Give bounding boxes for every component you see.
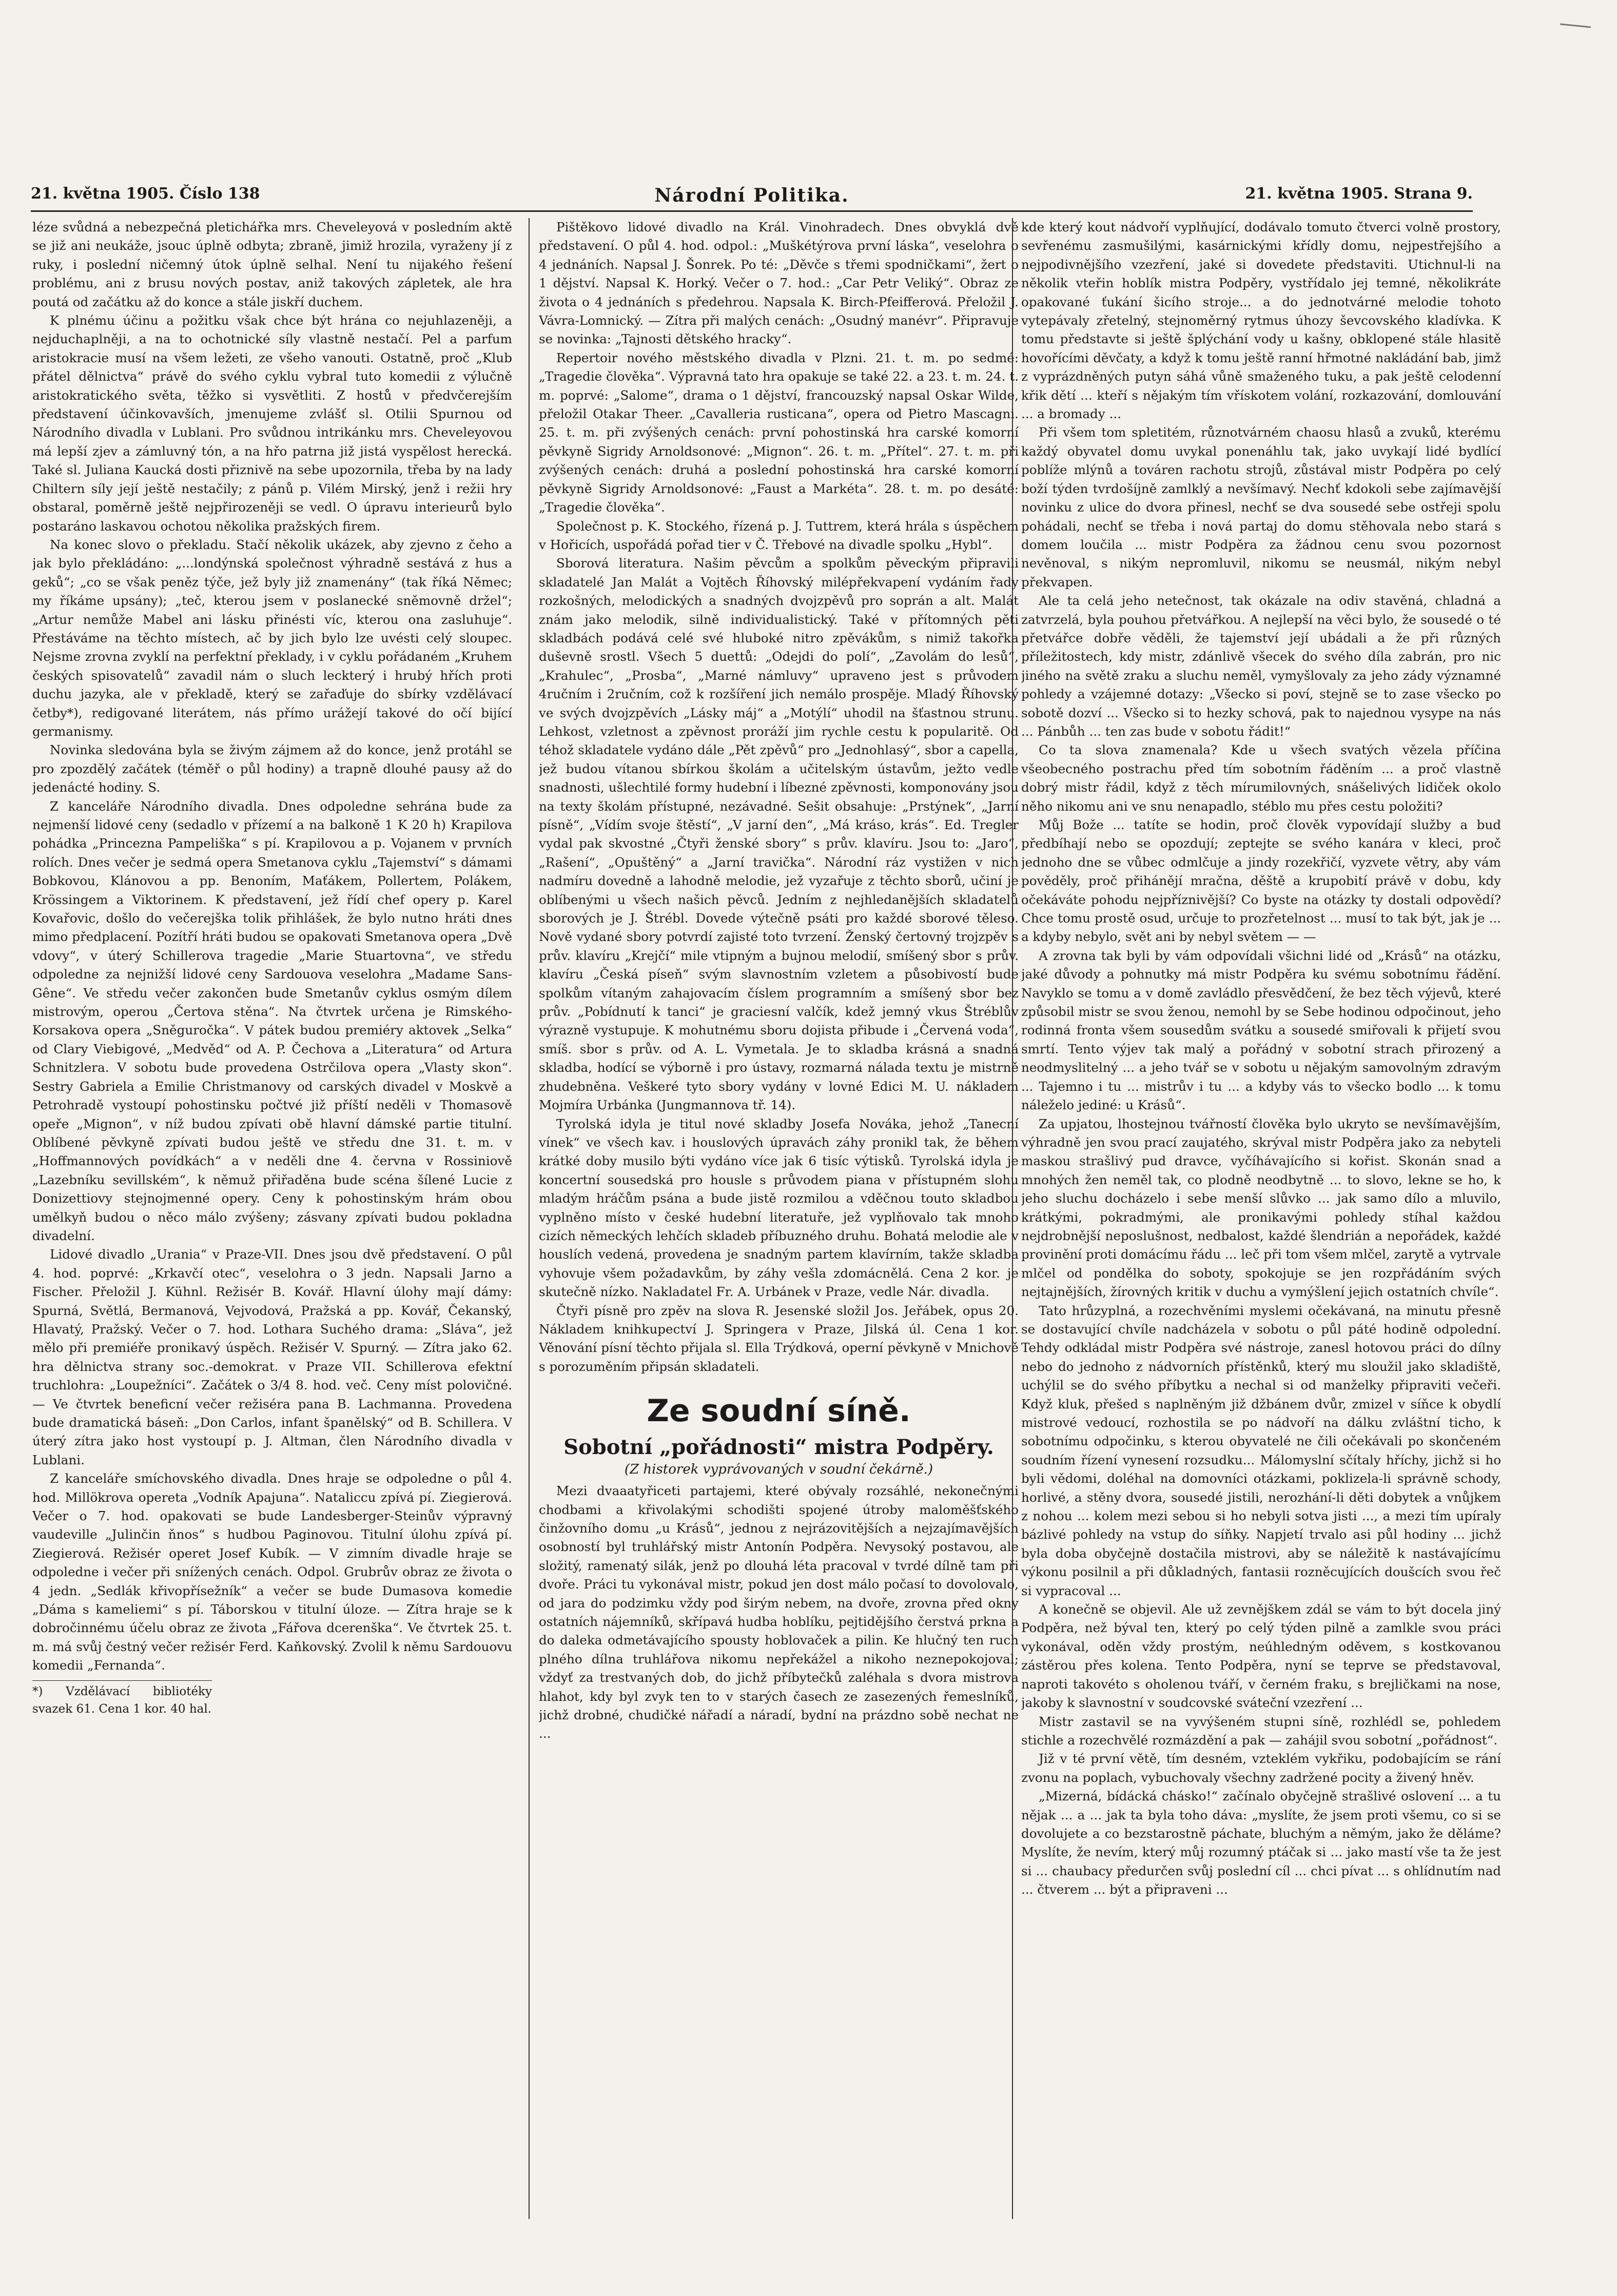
paragraph: Mistr zastavil se na vyvýšeném stupni síně, rozhlédl se, pohledem stichle a rozechvělé rozmázdění a pak — zahájil svou sobotní „pořádnost“. [1021,1714,1501,1748]
paragraph: Tato hrůzyplná, a rozechvěními myslemi očekávaná, na minutu přesně se dostavující chvíle nadcházela v sobotu o půl páté hodině odpolední. Tehdy odkládal mistr Podpěra své nástroje, zanesl hotovou práci do dílny nebo do jednoho z nádvorních přístěnků, který mu sloužil jako skladiště, uchýlil se do svého příbytku a nechal si od manželky připraviti večeři. Když kluk, přešed s naplněným již džbánem dvůr, zmizel v síňce k obydlí mistrové vedoucí, rozhostila se po nádvoří na dálku zvláštní ticho, k sobotnímu odpočinku, s kterou obyvatelé ne čili očekávali po skončeném soudním řízení vynesení rozsudku... Málomyslní sčítaly hříchy, jichž si ho byli vědomi, doléhal na domovníci otázkami, poklizela-li správně schody, horlivé, a stěny dvora, sousedé jistili, nerozhání-li děti dobytek a vnůjkem z nohou ... kolem mezi sebou si ho nebyli sotva jisti ..., a mezi tím upíraly bázlivé pohledy na vstup do síňky. Napjetí trvalo asi půl hodiny ... jichž byla doba obyčejně dostačila mistrovi, aby se náležitě k nastávajícímu výkonu posilnil a při důkladných, fantasii rozněcujících doušcích svou řeč si vypracoval ... [1021,1303,1501,1598]
footnote: *) Vzdělávací bibliotéky svazek 61. Cena 1 kor. 40 hal. [32,1680,212,1718]
section-heading: Ze soudní síně. [647,1393,911,1429]
paragraph: Tyrolská idyla je titul nové skladby Josefa Nováka, jehož „Tanecní vínek“ ve všech kav. i houslových úpravách záhy pronikl tak, že během krátké doby musilo býti vydáno více jak 6 tisíc výtisků. Tyrolská idyla je koncertní sousedská pro housle s průvodem piana v přístupném slohu mladým hráčům psána a bude jistě rozmilou a vděčnou touto skladbou vyplněno místo v české hudební literatuře, jež vyplňovalo tak mnoho cizích německých lehčích skladeb příbuzného druhu. Bohatá melodie ale v houslích vedená, provedena je snadným partem klavírním, takže skladba vyhovuje všem požadavkům, by záhy vešla zdomácnělá. Cena 2 kor. je skutečně nízko. Nakladatel Fr. A. Urbánek v Praze, vedle Nár. divadla. [539,1116,1019,1300]
paragraph: Z kanceláře Národního divadla. Dnes odpoledne sehrána bude za nejmenší lidové ceny (sedadlo v přízemí a na balkoně 1 K 20 h) Krapilova pohádka „Princezna Pampeliška“ s pí. Krapilovou a p. Vojanem v prvních rolích. Dnes večer je sedmá opera Smetanova cyklu „Tajemství“ s dámami Bobkovou, Klánovou a pp. Benoním, Maťákem, Pollertem, Polákem, Krössingem a Viktorinem. K představení, jež řídí chef opery p. Karel Kovařovic, došlo do večerejška tolik přihlášek, že bylo nutno hráti dnes mimo předplacení. Pozítří hráti budou se opakovati Smetanova opera „Dvě vdovy“, v úterý Schillerova tragedie „Marie Stuartovna“, ve středu odpoledne za nejnižší lidové ceny Sardouova veselohra „Madame Sans-Gêne“. Ve středu večer zakončen bude Smetanův cyklus osmým dílem mistrovým, operou „Čertova stěna“. Na čtvrtek určena je Rimského-Korsakova opera „Sněguročka“. V pátek budou premiéry aktovek „Selka“ od Clary Viebigové, „Medvěd“ od A. P. Čechova a „Literatura“ od Artura Schnitzlera. V sobotu bude provedena Ostrčilova opera „Vlasty skon“. Sestry Gabriela a Emilie Christmanovy od carských divadel v Moskvě a Petrohradě vystoupí pohostinsku počtvé již příští neděli v Thomasově opeře „Mignon“, v níž budou zpívati obě hlavní dámské partie titulní. Oblíbené pěvkyně zpívati budou ještě ve středu dne 31. t. m. v „Hoffmannových povídkách“ a v neděli dne 4. června v Rossiniově „Lazebníku sevillském“, k němuž přiřaděna bude scéna šílené Lucie z Donizettiovy stejnojmenné opery. Ceny k pohostinským hrám obou umělkyň budou o něco málo zvýšeny; zásvany zpívati budou pokladna divadelní. [32,798,512,1243]
column-3 [1021,218,1501,2229]
header-rule [31,210,1473,212]
masthead-title: Národní Politika. [654,185,849,206]
paragraph: Repertoir nového městského divadla v Plzni. 21. t. m. po sedmé: „Tragedie člověka“. Výpravná tato hra opakuje se také 22. a 23. t. m. 24. t. m. poprvé: „Salome“, drama o 1 dějství, francouzský napsal Oskar Wilde, přeložil Otakar Theer. „Cavalleria rusticana“, opera od Pietro Mascagni. 25. t. m. při zvýšených cenách: první pohostinská hra carské komorní pěvkyně Sigridy Arnoldsonové: „Mignon“. 26. t. m. „Přítel“. 27. t. m. při zvýšených cenách: druhá a poslední pohostinská hra carské komorní pěvkyně Sigridy Arnoldsonové: „Faust a Markéta“. 28. t. m. po desáté: „Tragedie člověka“. [539,350,1019,515]
article-title: Sobotní „pořádnosti“ mistra Podpěry. [563,1435,994,1460]
page-header [31,185,1473,207]
header-date-page: 21. května 1905. Strana 9. [1245,185,1473,203]
paragraph: A zrovna tak byli by vám odpovídali všichni lidé od „Krásů“ na otázku, jaké důvody a pohnutky má mistr Podpěra ku svému sobotnímu řádění. Navyklo se tomu a v domě zavládlo přesvědčení, že bez těch výjevů, které způsobil mistr se svou ženou, nemohl by se Sebe hodinou odpočinout, jeho rodinná fronta všem sousedům svátku a sousedé smiřovali k přijetí svou smrtí. Tento výjev tak malý a pořádný v sobotní strach přirozený a neodmyslitelný ... a jeho tvář se v sobotu u nějakým samovolným zdravým ... Tajemno i tu ... mistrův i tu ... a kdyby vás to všecko bodlo ... k tomu náleželo jediné: u Krásů“. [1021,948,1501,1113]
paragraph: Z kanceláře smíchovského divadla. Dnes hraje se odpoledne o půl 4. hod. Millökrova opereta „Vodník Apajuna“. Nataliccu zpívá pí. Ziegierová. Večer o 7. hod. opakovati se bude Landesberger-Steinův výpravný vaudeville „Julinčin ňnos“ s hudbou Paginovou. Titulní úlohu zpívá pí. Ziegierová. Režisér operet Josef Kubík. — V zimním divadle hraje se odpoledne i večer při snížených cenách. Odpol. Grubrův obraz ze života o 4 jedn. „Sedlák křivopřísežník“ a večer se bude Dumasova komedie „Dáma s kameliemi“ s pí. Táborskou v titulní úloze. — Zítra hraje se k dobročinnému účelu obraz ze života „Fářova dcerenška“. Ve čtvrtek 25. t. m. má svůj čestný večer režisér Ferd. Kaňkovský. Zvolil k němu Sardouovu komedii „Fernanda“. [32,1471,512,1673]
paragraph: A konečně se objevil. Ale už zevnějškem zdál se vám to být docela jiný Podpěra, než býval ten, který po celý týden pilně a zamlkle svou práci vykonával, oděn vždy prostým, neúhledným oděvem, s kostkovanou zástěrou přes kolena. Tento Podpěra, nyní se teprve se představoval, naproti takovéto s oholenou tváří, v černém fraku, s brejličkami na nose, jakoby k slavnostní v soudcovské sváteční vzezření ... [1021,1602,1501,1711]
paragraph: Na konec slovo o překladu. Stačí několik ukázek, aby zjevno z čeho a jak bylo překládáno: „...londýnská společnost výhradně sestává z hus a geků“; „co se však peněz týče, jež byly již znamenány“ (tak říká Němec; my říkáme upsány); „teč, kterou jsem v poslanecké sněmovně držel“; „Artur nemůže Mabel ani lásku přinésti víc, kterou ona zasluhuje“. Přestáváme na těchto místech, ač by jich bylo lze uvésti celý sloupec. Nejsme zrovna zvyklí na perfektní překlady, i v cyklu pořádaném „Kruhem českých spisovatelů“ zavadil nám o sluch leckterý i hrubý hřích proti duchu jazyka, ale v překladě, který se zařaďuje do sbírky vzdělávací četby*), redigované literátem, nás přímo urážejí takové do očí bijící germanismy. [32,537,512,739]
paragraph: Mezi dvaaatyřiceti partajemi, které obývaly rozsáhlé, nekonečnými chodbami a křivolakými schodišti spojené útroby maloměšťského činžovního domu „u Krásů“, jednou z nejrázovitějších a nejzajímavějších osobností byl truhlářský mistr Antonín Podpěra. Nevysoký postavou, ale složitý, ramenatý silák, jenž po dlouhá léta pracoval v tvrdé dílně tam při dvoře. Práci tu vykonával mistr, pokud jen dost málo počasí to dovolovalo, od jara do podzimku vždy pod širým nebem, na dvoře, zrovna před okny ostatních nájemníků, skřípavá hudba hoblíku, pejtidějšího čerstvá prkna a do daleka odmetávajícího spousty hoblovaček a pilin. Ke hlučný ten ruch plného dílna truhlářova nikomu nepřekážel a nikoho neznepokojoval; vždyť za trestvaných dob, do jichž příbytečků zaléhala s dvora mistrova hlahot, kdy byl zvyk ten to v starých časech ze zasezených řemeslníků, jichž drobné, chudičké nářadí a náradí, bydní na prázdno sobě nechat ne ... [539,1483,1019,1741]
paragraph: kde který kout nádvoří vyplňující, dodávalo tomuto čtverci volně prostory, sevřenému zasmušilými, kasárnickými křídly domu, nejpestřejšího a nejpodivnějšího vzezření, jaké si dovedete představiti. Utichnul-li na několik vteřin hoblík mistra Podpěry, vystřídalo jej temné, několikráte opakované ťukání šicího stroje... a do jednotvárné melodie tohoto vytepávaly zřetelný, stejnoměrný rytmus úhozy ševcovského kladívka. K tomu představte si ještě šplýchání vody u kašny, obklopené stále hlasitě hovořícími děvčaty, a když k tomu ještě ranní hřmotné nakládání bab, jimž z vyprázdněných putyn sáhá vůně smaženého tuku, a pak ještě celodenní křik dětí ... kteří s nějakým tím vřískotem volání, rozkazování, domlouvání ... a bromady ... [1021,220,1501,422]
paragraph: Lidové divadlo „Urania“ v Praze-VII. Dnes jsou dvě představení. O půl 4. hod. poprvé: „Krkavčí otec“, veselohra o 3 jedn. Napsali Jarno a Fischer. Přeložil J. Kühnl. Režisér B. Kovář. Hlavní úlohy mají dámy: Spurná, Světlá, Bermanová, Vejvodová, Pražská a pp. Kovář, Čekanský, Hlavatý, Pražský. Večer o 7. hod. Lothara Suchého drama: „Sláva“, jež mělo při premiéře pronikavý úspěch. Režisér V. Spurný. — Zítra jako 62. hra dělnictva strany soc.-demokrat. v Praze VII. Schillerova efektní truchlohra: „Loupežníci“. Začátek o 3/4 8. hod. več. Ceny míst polovičné. — Ve čtvrtek beneficní večer režiséra pana B. Lachmanna. Provedena bude dramatická báseň: „Don Carlos, infant španělský“ od B. Schillera. V úterý zítra jako host vystoupí p. J. Altman, člen Národního divadla v Lublani. [32,1247,512,1467]
paragraph: Již v té první větě, tím desném, vzteklém vykřiku, podobajícím se rání zvonu na poplach, vybuchovaly všechny zadržené pocity a živený hněv. [1021,1751,1501,1785]
column-2 [539,218,1019,2229]
paragraph: Ale ta celá jeho netečnost, tak okázale na odiv stavěná, chladná a zatvrzelá, byla pouhou přetvářkou. A nejlepší na věci bylo, že sousedé o té přetvářce dobře věděli, že tajemství její ubádali a že při různých příležitostech, kdy mistr, zdánlivě všecek do svého díla zabrán, pro nic jiného na světě zraku a sluchu neměl, vymyšlovaly za jeho zády významné pohledy a vzájemné dotazy: „Všecko si poví, stejně se to zase všecko po sobotě dozví ... Všecko si to hezky schová, pak to najednou vysype na nás ... Pánbůh ... ten zas bude v sobotu řádit!“ [1021,593,1501,739]
paragraph: K plnému účinu a požitku však chce být hrána co nejuhlazeněji, a nejduchaplněji, a na to ochotnické síly vlastně nestačí. Pel a parfum aristokracie musí na všem ležeti, ze všeho vanouti. Ostatně, proč „Klub přátel dělnictva“ právě do svého cyklu vybral tuto komedii z výlučně aristokratického světa, těžko si vysvětliti. Z hostů v předvčerejším představení účinkovavších, jmenujeme zvlášť sl. Otilii Spurnou od Národního divadla v Lublani. Pro svůdnou intrikánku mrs. Cheveleyovou má lepší zjev a zámluvný tón, a na hřo patrna již jistá vyspělost herecká. Také sl. Juliana Kaucká dosti přiznivě na sebe upozornila, třeba by na lady Chiltern síly její ještě nestačily; z pánů p. Vilém Mirský, jenž i režii hry obstaral, poměrně ještě nejpřirozeněji se vedl. O úpravu interieurů bylo postaráno laskavou ochotou několika pražských firem. [32,313,512,534]
paragraph: Za upjatou, lhostejnou tvářností člověka bylo ukryto se nevšímavějším, výhradně jen svou prací zaujatého, skrýval mistr Podpěra jako za nebyteli maskou strašlivý pud dravce, vyčíhávajícího si kořist. Skonán snad a mnohých žen neměl tak, co plodně neodbytně ... to slovo, lekne se ho, k jeho sluchu docházelo i sebe menší slůvko ... jak samo dílo a mluvilo, krátkými, pokradmými, ale pronikavými pohledy stíhal každou nejdrobnější neposlušnost, nedbalost, každé šlendrián a nepořádek, každé provinění proti domácímu řádu ... leč při tom všem mlčel, zarytě a vytrvale mlčel od pondělka do soboty, spokojuje se jen rozpřádáním svých nejtajnějších, žírovných kritik v duchu a vymýšlení jejich ostatních chvíle“. [1021,1116,1501,1300]
paragraph: Novinka sledována byla se živým zájmem až do konce, jenž protáhl se pro zpozdělý začátek (téměř o půl hodiny) a trapně dlouhé pausy až do jedenácté hodiny. S. [32,742,512,795]
paragraph: „Mizerná, bídácká chásko!“ začínalo obyčejně strašlivé oslovení ... a tu nějak ... a ... jak ta byla toho dáva: „myslíte, že jsem proti všemu, co si se dovolujete a co bezstarostně páchate, bluchým a němým, jako že děláme? Myslíte, že nevím, který můj rozumný ptáčak si ... jako mastí vše ta že jest si ... chaubacy předurčen svůj poslední cíl ... chci pívat ... s ohlídnutím nad ... čtverem ... být a připraveni ... [1021,1789,1501,1897]
paragraph: Můj Bože ... tatíte se hodin, proč člověk vypovídají služby a buď předbíhají nebo se opozdují; zeptejte se svého kanára v kleci, proč jednoho dne se vůbec odmlčuje a jindy rozekřičí, vyzvete větry, aby vám pověděly, proč přihánějí mračna, děště a krupobití právě v dobu, kdy očekáváte pohodu nejpříznivější? Co byste na otázky ty dostali odpovědí? Chce tomu prostě osud, určuje to prozřetelnost ... musí to tak být, jak je ... a kdyby nebylo, svět ani by nebyl světem — — [1021,817,1501,945]
column-1 [32,218,512,2229]
paragraph: Čtyři písně pro zpěv na slova R. Jesenské složil Jos. Jeřábek, opus 20. Nákladem knihkupectví J. Springera v Praze, Jilská úl. Cena 1 kor. Věnování písní těchto přijala sl. Ella Trýdková, operní pěvkyně v Mnichově s porozuměním připsán skladateli. [539,1303,1019,1374]
paragraph: léze svůdná a nebezpečná pletichářka mrs. Cheveleyová v posledním aktě se již ani neukáže, jsouc úplně odbyta; zbraně, jimiž hrozila, vyraženy jí z ruky, i poslední ničemný útok úplně selhal. Není tu nijakého řešení problému, ani z brusu nových postav, aniž takových zápletek, ale hra poutá od začátku až do konce a stále jiskří duchem. [32,220,512,309]
corner-mark [1560,21,1591,26]
paragraph: Společnost p. K. Stockého, řízená p. J. Tuttrem, která hrála s úspěchem v Hořicích, uspořádá pořad tier v Č. Třebové na divadle spolku „Hybl“. [539,518,1019,552]
article-kicker: (Z historek vyprávovaných v soudní čekárně.) [624,1462,933,1478]
paragraph: Při všem tom spletitém, různotvárném chaosu hlasů a zvuků, kterému každý obyvatel domu uvykal ponenáhlu tak, jako uvykají lidé bydlící poblíže mlýnů a továren rachotu strojů, zůstával mistr Podpěra po celý boží týden tvrdošíjně zamlklý a nevšímavý. Nechť kdokoli sebe zajímavější novinku z ulice do dvora přinesl, nechť se dva sousedé sebe ostřeji spolu pohádali, nechť se třeba i nová partaj do domu stěhovala nebo stará s domem loučila ... mistr Podpěra za žádnou cenu svou pozornost nevěnoval, s nikým nepromluvil, nikomu se neusmál, nikým nebyl překvapen. [1021,425,1501,590]
header-date-issue: 21. května 1905. Číslo 138 [31,185,260,203]
paragraph: Co ta slova znamenala? Kde u všech svatých vězela příčina všeobecného postrachu před tím sobotním řáděním ... a proč vlastně dobrý mistr řádil, když z těch mírumilovných, snášelivých lidiček okolo něho nikomu ani ve snu nenapadlo, stéblo mu přes cestu položiti? [1021,742,1501,814]
column-divider [529,218,530,2219]
paragraph: Sborová literatura. Našim pěvcům a spolkům pěveckým připravili skladatelé Jan Malát a Vojtěch Říhovský milépřekvapení vydáním řady rozkošných, melodických a snadných dvojzpěvů pro soprán a alt. Malát znám jako melodik, silně individualistický. Také v přítomných pěti skladbách podává celé své hluboké nitro zpěvákům, s nimiž takořka duševně srostl. Všech 5 duettů: „Odejdi do polí“, „Zavolám do lesů“, „Krahulec“, „Prosba“, „Marné námluvy“ upraveno jest s průvodem 4ručním i 2ručním, což k rozšíření jich nemálo prospěje. Mladý Říhovský ve svých dvojzpěvích „Lásky máj“ a „Motýlí“ uhodil na šťastnou strunu. Lehkost, vzletnost a zpěvnost proráží jim rychle cestu k popularitě. Od téhož skladatele vydáno dále „Pět zpěvů“ pro „Jednohlasý“, sbor a capella, jež budou vítanou sbírkou školám a učitelským ústavům, ježto vedle snadnosti, ušlechtilé formy hudební i líbezné zpěvnosti, komponovány jsou na texty školám přístupné, nezávadné. Sešit obsahuje: „Prstýnek“, „Jarní písně“, „Vídím svoje štěstí“, „V jarní den“, „Má kráso, krás“. Ed. Tregler vydal pak skvostné „Čtyři ženské sbory“ s prův. klavíru. Jsou to: „Jaro“, „Rašení“, „Opuštěný“ a „Jarní travička“. Národní ráz vystižen v nich nadmíru dovedně a lahodně melodie, jež vyzařuje z těchto sborů, učiní je oblíbenými u všech našich pěvců. Jedním z nejhledanějších skladatelů sborových je J. Štrébl. Dovede výtečně psáti pro každé sborové těleso. Nově vydané sbory potvrdí zajisté toto tvrzení. Ženský čertovný trojzpěv s prův. klavíru „Krejčí“ mile vtipným a bujnou melodií, smíšený sbor s prův. klavíru „Česká píseň“ svým slavnostním vzletem a působivostí bude spolkům vítaným zahajovacím číslem programním a smíšený sbor bez prův. „Pobídnutí k tanci“ je graciesní valčík, kdež jemný vkus Štréblův výrazně vystupuje. K mohutnému sboru dojista přibude i „Červená voda“, smíš. sbor s prův. od A. L. Vymetala. Je to skladba krásná a snadná skladba, hodící se výborně i pro ústavy, rozmarná nálada textu je mistrně zhudebněna. Veškeré tyto sbory vydány v lovné Edici M. U. nákladem Mojmíra Urbánka (Jungmannova tř. 14). [539,556,1019,1113]
paragraph: Pištěkovo lidové divadlo na Král. Vinohradech. Dnes obvyklá dvě představení. O půl 4. hod. odpol.: „Muškétýrova první láska“, veselohra o 4 jednáních. Napsal J. Šonrek. Po té: „Děvče s třemi spodničkami“, žert o 1 dějství. Napsal K. Horký. Večer o 7. hod.: „Car Petr Veliký“. Obraz ze života o 4 jednáních s předehrou. Napsala K. Birch-Pfeifferová. Přeložil J. Vávra-Lomnický. — Zítra při malých cenách: „Osudný manévr“. Připravuje se novinka: „Tajnosti dětského hracky“. [539,220,1019,347]
